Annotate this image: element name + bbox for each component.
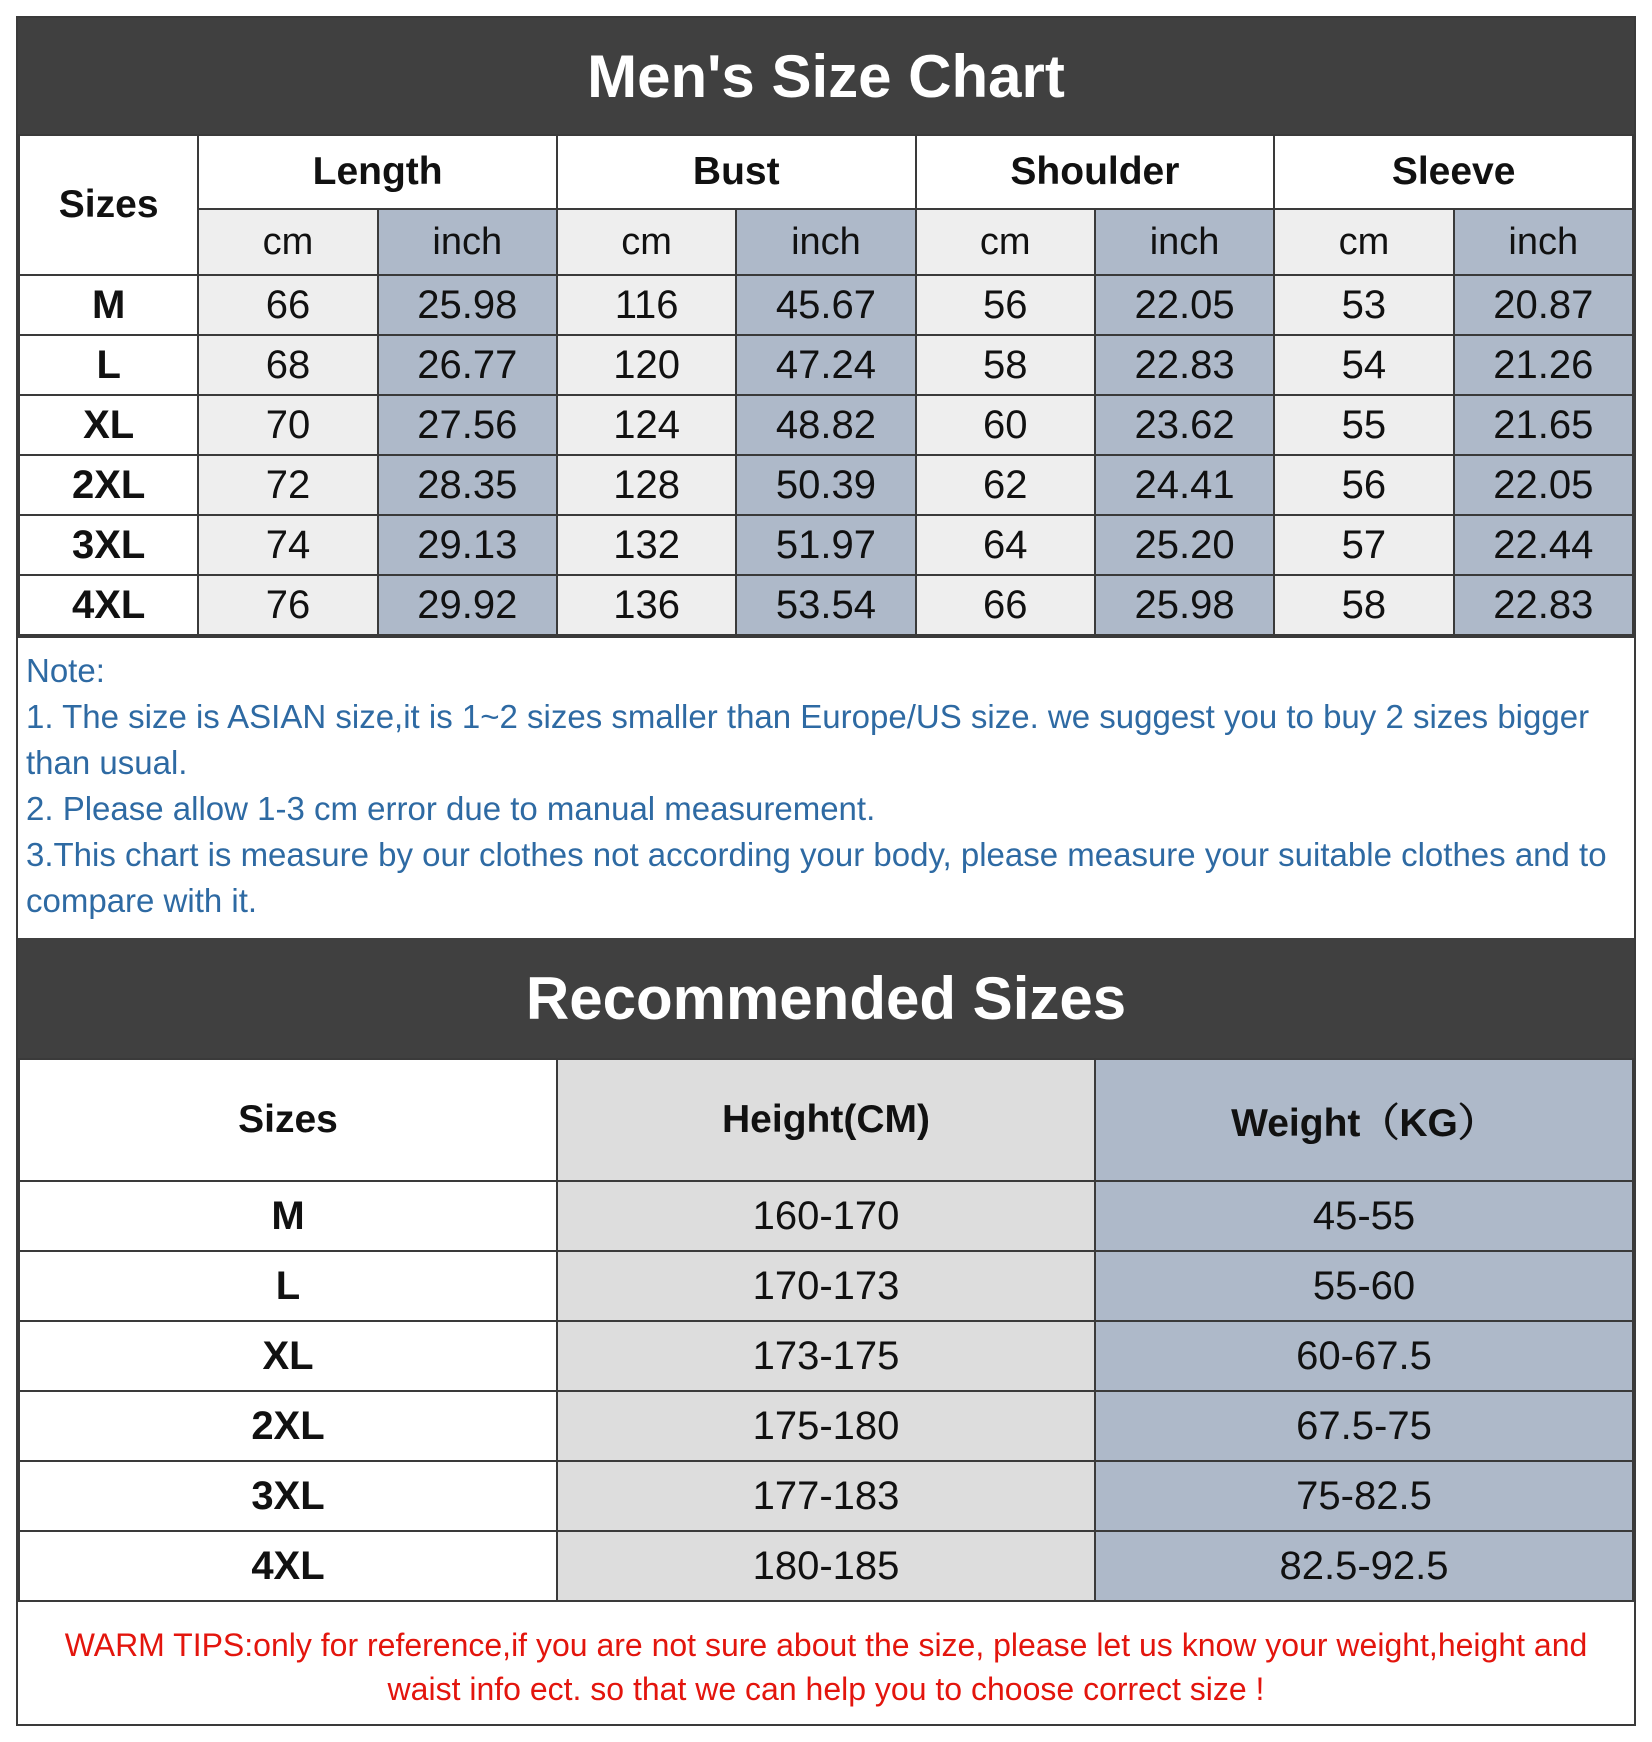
recommended-row [19, 1391, 1633, 1461]
cm-value: 60 [916, 395, 1095, 455]
unit-header-cm: cm [557, 209, 736, 275]
rec-height: 173-175 [557, 1321, 1095, 1391]
unit-header-inch: inch [378, 209, 557, 275]
inch-value: 51.97 [736, 515, 915, 575]
inch-value: 27.56 [378, 395, 557, 455]
cm-value: 76 [198, 575, 377, 635]
rec-height: 170-173 [557, 1251, 1095, 1321]
cm-value: 64 [916, 515, 1095, 575]
cm-value: 72 [198, 455, 377, 515]
cm-value: 74 [198, 515, 377, 575]
rec-weight: 60-67.5 [1095, 1321, 1633, 1391]
warm-tips-line-1: WARM TIPS:only for reference,if you are not sure about the size, please let us know your weight,height and [64, 1627, 1588, 1663]
group-header-bust: Bust [557, 135, 916, 209]
recommended-row [19, 1251, 1633, 1321]
cm-value: 68 [198, 335, 377, 395]
rec-height: 177-183 [557, 1461, 1095, 1531]
rec-size: L [19, 1251, 557, 1321]
rec-size: M [19, 1181, 557, 1251]
recommended-row [19, 1531, 1633, 1601]
notes-block [18, 636, 1634, 938]
size-row [19, 275, 1633, 335]
inch-value: 48.82 [736, 395, 915, 455]
inch-value: 53.54 [736, 575, 915, 635]
cm-value: 57 [1274, 515, 1453, 575]
cm-value: 56 [1274, 455, 1453, 515]
size-label: M [19, 275, 198, 335]
size-label: L [19, 335, 198, 395]
rec-size: XL [19, 1321, 557, 1391]
warm-tips-line-2: waist info ect. so that we can help you to choose correct size ! [387, 1671, 1265, 1707]
size-label: 4XL [19, 575, 198, 635]
cm-value: 58 [916, 335, 1095, 395]
rec-header-height: Height(CM) [557, 1059, 1095, 1181]
inch-value: 28.35 [378, 455, 557, 515]
inch-value: 22.05 [1095, 275, 1274, 335]
inch-value: 21.26 [1454, 335, 1633, 395]
inch-value: 22.05 [1454, 455, 1633, 515]
size-row [19, 395, 1633, 455]
inch-value: 26.77 [378, 335, 557, 395]
cm-value: 53 [1274, 275, 1453, 335]
rec-header-weight: Weight（KG） [1095, 1059, 1633, 1181]
inch-value: 21.65 [1454, 395, 1633, 455]
cm-value: 116 [557, 275, 736, 335]
cm-value: 55 [1274, 395, 1453, 455]
rec-weight: 75-82.5 [1095, 1461, 1633, 1531]
cm-value: 136 [557, 575, 736, 635]
inch-value: 25.20 [1095, 515, 1274, 575]
recommended-row [19, 1321, 1633, 1391]
rec-size: 4XL [19, 1531, 557, 1601]
cm-value: 58 [1274, 575, 1453, 635]
rec-size: 3XL [19, 1461, 557, 1531]
cm-value: 62 [916, 455, 1095, 515]
size-row [19, 335, 1633, 395]
inch-value: 29.92 [378, 575, 557, 635]
inch-value: 25.98 [378, 275, 557, 335]
size-label: 2XL [19, 455, 198, 515]
unit-header-cm: cm [1274, 209, 1453, 275]
size-chart-table [18, 134, 1634, 636]
inch-value: 25.98 [1095, 575, 1274, 635]
cm-value: 54 [1274, 335, 1453, 395]
rec-weight: 55-60 [1095, 1251, 1633, 1321]
size-chart-title: Men's Size Chart [18, 18, 1634, 134]
rec-size: 2XL [19, 1391, 557, 1461]
cm-value: 66 [198, 275, 377, 335]
rec-weight: 67.5-75 [1095, 1391, 1633, 1461]
note-item-2: 2. Please allow 1-3 cm error due to manual measurement. [26, 790, 876, 827]
size-row [19, 515, 1633, 575]
unit-header-inch: inch [1095, 209, 1274, 275]
inch-value: 22.83 [1454, 575, 1633, 635]
size-chart-body [19, 275, 1633, 635]
cm-value: 66 [916, 575, 1095, 635]
group-header-length: Length [198, 135, 557, 209]
unit-header-cm: cm [916, 209, 1095, 275]
rec-height: 175-180 [557, 1391, 1095, 1461]
note-item-1: 1. The size is ASIAN size,it is 1~2 sizes smaller than Europe/US size. we suggest you to buy 2 sizes bigger than usual. [26, 698, 1590, 781]
cm-value: 56 [916, 275, 1095, 335]
sizes-header: Sizes [19, 135, 198, 275]
recommended-sizes-title: Recommended Sizes [18, 938, 1634, 1058]
recommended-sizes-body [19, 1181, 1633, 1601]
size-chart-sheet [16, 16, 1636, 1726]
inch-value: 47.24 [736, 335, 915, 395]
rec-weight: 82.5-92.5 [1095, 1531, 1633, 1601]
rec-weight: 45-55 [1095, 1181, 1633, 1251]
recommended-row [19, 1181, 1633, 1251]
group-header-sleeve: Sleeve [1274, 135, 1633, 209]
inch-value: 29.13 [378, 515, 557, 575]
size-label: 3XL [19, 515, 198, 575]
cm-value: 124 [557, 395, 736, 455]
size-row [19, 575, 1633, 635]
size-label: XL [19, 395, 198, 455]
group-header-shoulder: Shoulder [916, 135, 1275, 209]
cm-value: 128 [557, 455, 736, 515]
cm-value: 120 [557, 335, 736, 395]
recommended-row [19, 1461, 1633, 1531]
unit-header-cm: cm [198, 209, 377, 275]
inch-value: 23.62 [1095, 395, 1274, 455]
size-row [19, 455, 1633, 515]
inch-value: 20.87 [1454, 275, 1633, 335]
rec-header-sizes: Sizes [19, 1059, 557, 1181]
warm-tips [18, 1608, 1634, 1726]
unit-header-inch: inch [736, 209, 915, 275]
recommended-sizes-table [18, 1058, 1634, 1602]
inch-value: 22.83 [1095, 335, 1274, 395]
cm-value: 132 [557, 515, 736, 575]
inch-value: 50.39 [736, 455, 915, 515]
cm-value: 70 [198, 395, 377, 455]
inch-value: 24.41 [1095, 455, 1274, 515]
note-heading: Note: [26, 652, 105, 689]
inch-value: 22.44 [1454, 515, 1633, 575]
rec-height: 180-185 [557, 1531, 1095, 1601]
unit-header-inch: inch [1454, 209, 1633, 275]
note-item-3: 3.This chart is measure by our clothes not according your body, please measure your suitable clothes and to compare with it. [26, 836, 1607, 919]
inch-value: 45.67 [736, 275, 915, 335]
rec-height: 160-170 [557, 1181, 1095, 1251]
